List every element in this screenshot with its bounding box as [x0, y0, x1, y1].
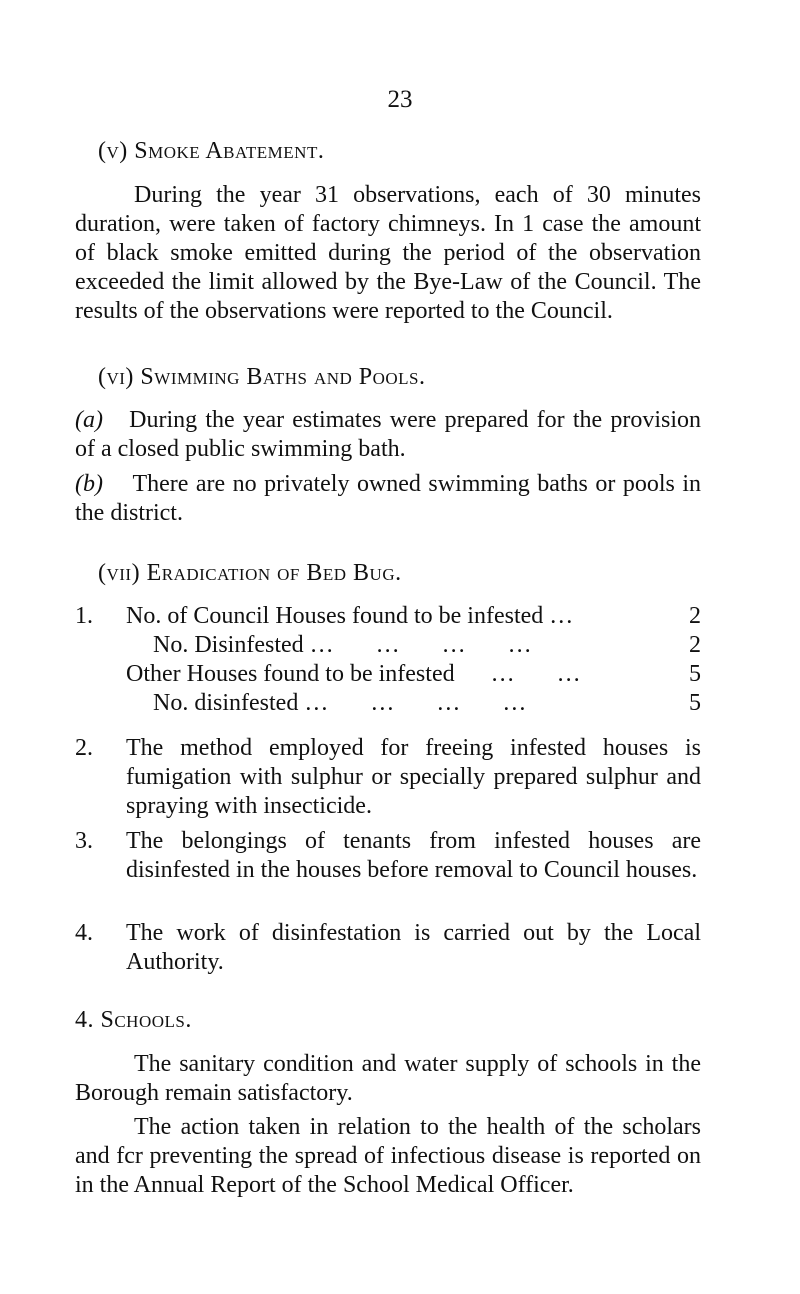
swimming-item-a-label: (a)	[75, 407, 103, 433]
bedbug-row-label: No. disinfested … … … …	[153, 690, 527, 716]
bedbug-item-number: 2.	[75, 735, 93, 761]
bedbug-item	[75, 734, 701, 821]
bedbug-item	[75, 919, 701, 977]
schools-heading: 4. Schools.	[75, 1007, 192, 1033]
bedbug-item-number: 1.	[75, 603, 93, 629]
bedbug-heading: (vii) Eradication of Bed Bug.	[98, 560, 402, 586]
bedbug-row-value: 2	[689, 603, 701, 629]
swimming-item-a	[75, 406, 701, 464]
bedbug-item-text: The method employed for freeing infested houses is fumigation with sulphur or specially prepared sulphur and spraying with insecticide.	[126, 735, 701, 819]
bedbug-item-text: The belongings of tenants from infested houses are disinfested in the houses before removal to Council houses.	[126, 828, 701, 883]
smoke-abatement-paragraph: During the year 31 observations, each of 30 minutes duration, were taken of factory chimneys. In 1 case the amount of black smoke emitted during the period of the observation exceeded the limit allowed by the Bye-Law of the Council. The results of the observations were reported to the Council.	[75, 182, 701, 324]
swimming-heading: (vi) Swimming Baths and Pools.	[98, 364, 426, 390]
swimming-item-b-label: (b)	[75, 471, 103, 497]
swimming-item-b-text: There are no privately owned swimming baths or pools in the district.	[75, 471, 701, 526]
bedbug-row-label: Other Houses found to be infested … …	[126, 661, 581, 687]
swimming-item-b	[75, 470, 701, 528]
bedbug-item-number: 4.	[75, 920, 93, 946]
bedbug-item	[75, 827, 701, 885]
bedbug-item-text: The work of disinfestation is carried out by the Local Authority.	[126, 920, 701, 975]
smoke-abatement-heading: (v) Smoke Abatement.	[98, 138, 325, 164]
bedbug-row-label: No. Disinfested … … … …	[153, 632, 532, 658]
swimming-item-a-text: During the year estimates were prepared for the provision of a closed public swimming bath.	[75, 407, 701, 462]
page-number: 23	[387, 86, 413, 113]
schools-paragraph-2: The action taken in relation to the health of the scholars and fcr preventing the spread of infectious disease is reported on in the Annual Report of the School Medical Officer.	[75, 1114, 701, 1198]
bedbug-row-value: 2	[689, 632, 701, 658]
schools-paragraph-1: The sanitary condition and water supply of schools in the Borough remain satisfactory.	[75, 1051, 701, 1106]
bedbug-row-value: 5	[689, 661, 701, 687]
bedbug-row-value: 5	[689, 690, 701, 716]
bedbug-row-label: No. of Council Houses found to be infested …	[126, 603, 574, 629]
bedbug-item-number: 3.	[75, 828, 93, 854]
